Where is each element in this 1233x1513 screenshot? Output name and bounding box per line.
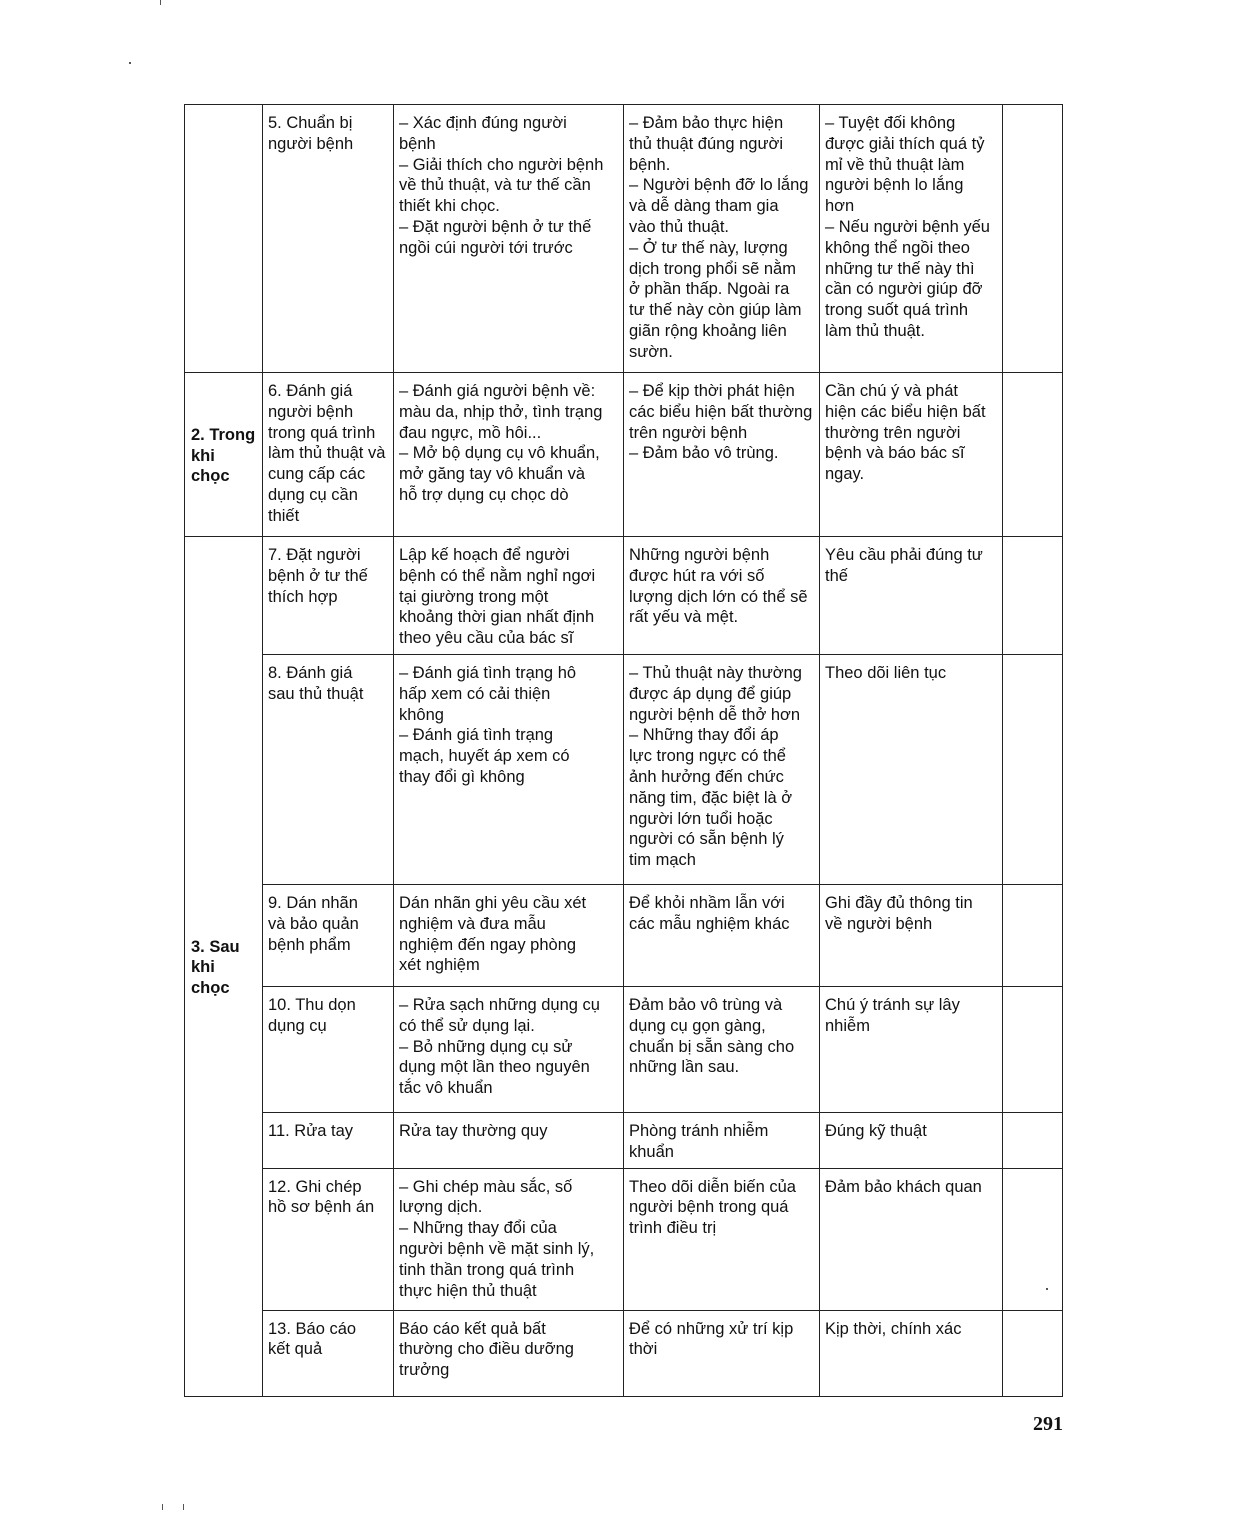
- action-cell: Rửa tay thường quy: [394, 1113, 624, 1169]
- note-cell: Đúng kỹ thuật: [820, 1113, 1003, 1169]
- reason-cell: – Thủ thuật này thường được áp dụng để giúp người bệnh dễ thở hơn – Những thay đổi áp lực trong ngực có thể ảnh hưởng đến chức năng tim, đặc biệt là ở người lớn tuổi hoặc người có sẵn bệnh lý tim mạch: [624, 655, 820, 885]
- table-row: [185, 885, 1063, 987]
- step-cell: 6. Đánh giá người bệnh trong quá trình làm thủ thuật và cung cấp các dụng cụ cần thiết: [263, 373, 394, 537]
- table-row: [185, 1168, 1063, 1310]
- scan-speck: [129, 62, 131, 64]
- reason-cell: – Đảm bảo thực hiện thủ thuật đúng người bệnh. – Người bệnh đỡ lo lắng và dễ dàng tham gia vào thủ thuật. – Ở tư thế này, lượng dịch trong phổi sẽ nằm ở phần thấp. Ngoài ra tư thế này còn giúp làm giãn rộng khoảng liên sườn.: [624, 105, 820, 373]
- blank-cell: [1003, 655, 1063, 885]
- action-cell: Lập kế hoạch để người bệnh có thể nằm nghỉ ngơi tại giường trong một khoảng thời gian nhất định theo yêu cầu của bác sĩ: [394, 537, 624, 655]
- action-cell: Dán nhãn ghi yêu cầu xét nghiệm và đưa mẫu nghiệm đến ngay phòng xét nghiệm: [394, 885, 624, 987]
- note-cell: Cần chú ý và phát hiện các biểu hiện bất thường trên người bệnh và báo bác sĩ ngay.: [820, 373, 1003, 537]
- blank-cell: [1003, 885, 1063, 987]
- reason-cell: Đảm bảo vô trùng và dụng cụ gọn gàng, chuẩn bị sẵn sàng cho những lần sau.: [624, 987, 820, 1113]
- step-cell: 9. Dán nhãn và bảo quản bệnh phẩm: [263, 885, 394, 987]
- reason-cell: Theo dõi diễn biến của người bệnh trong quá trình điều trị: [624, 1168, 820, 1310]
- page-number: 291: [1033, 1413, 1063, 1435]
- reason-cell: Phòng tránh nhiễm khuẩn: [624, 1113, 820, 1169]
- action-cell: – Rửa sạch những dụng cụ có thể sử dụng lại. – Bỏ những dụng cụ sử dụng một lần theo nguyên tắc vô khuẩn: [394, 987, 624, 1113]
- action-cell: – Ghi chép màu sắc, số lượng dịch. – Những thay đổi của người bệnh về mặt sinh lý, tinh thần trong quá trình thực hiện thủ thuật: [394, 1168, 624, 1310]
- blank-cell: [1003, 105, 1063, 373]
- procedure-table: [184, 104, 1063, 1397]
- blank-cell: [1003, 1168, 1063, 1310]
- scan-speck: [162, 1504, 163, 1510]
- table-row: [185, 537, 1063, 655]
- table-row: [185, 1310, 1063, 1396]
- blank-cell: [1003, 1113, 1063, 1169]
- reason-cell: – Để kịp thời phát hiện các biểu hiện bất thường trên người bệnh – Đảm bảo vô trùng.: [624, 373, 820, 537]
- blank-cell: [1003, 537, 1063, 655]
- step-cell: 7. Đặt người bệnh ở tư thế thích hợp: [263, 537, 394, 655]
- table-row: [185, 373, 1063, 537]
- action-cell: Báo cáo kết quả bất thường cho điều dưỡng trưởng: [394, 1310, 624, 1396]
- note-cell: Theo dõi liên tục: [820, 655, 1003, 885]
- step-cell: 5. Chuẩn bị người bệnh: [263, 105, 394, 373]
- phase-cell-empty: [185, 105, 263, 373]
- note-cell: Kịp thời, chính xác: [820, 1310, 1003, 1396]
- step-cell: 13. Báo cáo kết quả: [263, 1310, 394, 1396]
- reason-cell: Để có những xử trí kịp thời: [624, 1310, 820, 1396]
- phase-after-label: 3. Sau khi chọc: [185, 537, 263, 1397]
- step-cell: 10. Thu dọn dụng cụ: [263, 987, 394, 1113]
- note-cell: Ghi đầy đủ thông tin về người bệnh: [820, 885, 1003, 987]
- table-row: [185, 105, 1063, 373]
- scan-speck: [1046, 1288, 1048, 1290]
- step-cell: 11. Rửa tay: [263, 1113, 394, 1169]
- blank-cell: [1003, 987, 1063, 1113]
- phase-during-label: 2. Trong khi chọc: [185, 373, 263, 537]
- blank-cell: [1003, 373, 1063, 537]
- action-cell: – Xác định đúng người bệnh – Giải thích cho người bệnh về thủ thuật, và tư thế cần thiết khi chọc. – Đặt người bệnh ở tư thế ngồi cúi người tới trước: [394, 105, 624, 373]
- table-row: [185, 655, 1063, 885]
- action-cell: – Đánh giá tình trạng hô hấp xem có cải thiện không – Đánh giá tình trạng mạch, huyết áp xem có thay đổi gì không: [394, 655, 624, 885]
- action-cell: – Đánh giá người bệnh về: màu da, nhịp thở, tình trạng đau ngực, mồ hôi... – Mở bộ dụng cụ vô khuẩn, mở găng tay vô khuẩn và hỗ trợ dụng cụ chọc dò: [394, 373, 624, 537]
- reason-cell: Những người bệnh được hút ra với số lượng dịch lớn có thể sẽ rất yếu và mệt.: [624, 537, 820, 655]
- note-cell: Yêu cầu phải đúng tư thế: [820, 537, 1003, 655]
- scan-speck: [160, 0, 161, 5]
- note-cell: Đảm bảo khách quan: [820, 1168, 1003, 1310]
- note-cell: – Tuyệt đối không được giải thích quá tỷ mỉ về thủ thuật làm người bệnh lo lắng hơn – Nếu người bệnh yếu không thể ngồi theo những tư thế này thì cần có người giúp đỡ trong suốt quá trình làm thủ thuật.: [820, 105, 1003, 373]
- step-cell: 8. Đánh giá sau thủ thuật: [263, 655, 394, 885]
- note-cell: Chú ý tránh sự lây nhiễm: [820, 987, 1003, 1113]
- scan-speck: [183, 1504, 184, 1510]
- table-row: [185, 987, 1063, 1113]
- table-row: [185, 1113, 1063, 1169]
- blank-cell: [1003, 1310, 1063, 1396]
- reason-cell: Để khỏi nhầm lẫn với các mẫu nghiệm khác: [624, 885, 820, 987]
- step-cell: 12. Ghi chép hồ sơ bệnh án: [263, 1168, 394, 1310]
